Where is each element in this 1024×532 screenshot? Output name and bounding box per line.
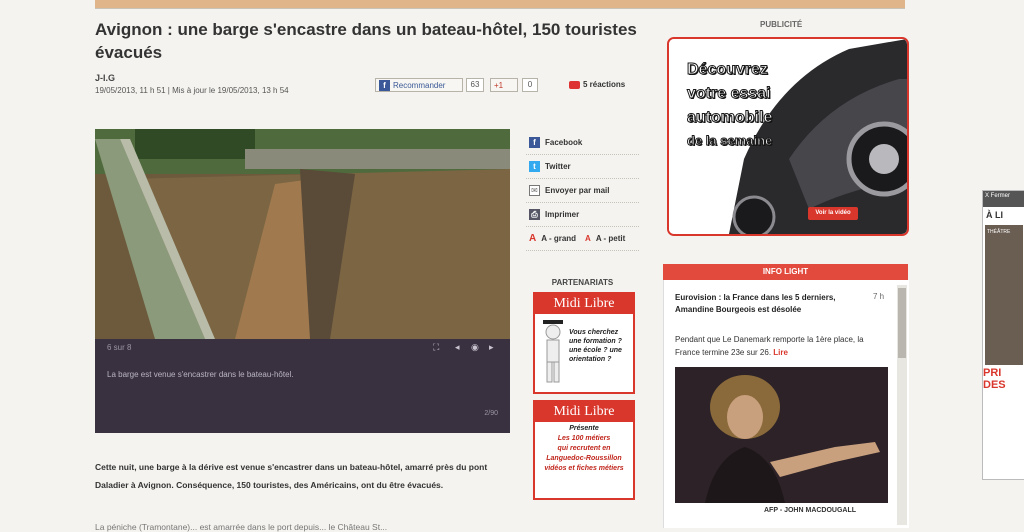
share-panel: [526, 131, 639, 251]
slideshow-photo: [95, 129, 510, 339]
slide-counter: 6 sur 8: [107, 343, 132, 352]
side-ad-line: À LI: [986, 210, 1003, 220]
side-ad-photo: [985, 225, 1023, 365]
metiers-line-5: vidéos et fiches métiers: [544, 465, 624, 472]
text-smaller-button[interactable]: A - petit: [595, 234, 626, 243]
next-icon[interactable]: ▸: [489, 342, 494, 352]
side-ad-theatre: THÉÂTRE: [987, 229, 1011, 235]
info-time: 7 h: [873, 292, 885, 301]
share-facebook-label: Facebook: [545, 138, 583, 147]
slideshow-caption: La barge est venue s'encastrer dans le bateau-hôtel.: [107, 370, 294, 379]
share-mail[interactable]: [526, 179, 639, 203]
recommend-count: 63: [466, 78, 484, 92]
mail-icon: ✉: [529, 185, 540, 196]
side-advertisement[interactable]: [982, 190, 1024, 480]
text-larger-icon: A: [529, 233, 537, 244]
ad-line-3: automobile: [687, 109, 773, 126]
metiers-line-1: Présente: [569, 425, 599, 432]
facebook-icon: f: [529, 137, 540, 148]
text-size-controls: [526, 227, 639, 251]
gplus-label: +1: [494, 80, 504, 90]
article-author: J-I.G: [95, 73, 116, 83]
comment-bubble-icon: [569, 81, 580, 89]
info-headline[interactable]: Eurovision : la France dans les 5 derniers, Amandine Bourgeois est désolée: [675, 293, 836, 314]
info-light-panel: [663, 280, 909, 528]
student-figure-icon: [539, 318, 569, 388]
gplus-count: 0: [522, 78, 538, 92]
pause-icon[interactable]: ◉: [471, 342, 479, 352]
reactions-label: 5 réactions: [583, 80, 626, 89]
slideshow-position: 2/90: [484, 410, 498, 417]
side-ad-big-1: PRI: [983, 367, 1002, 379]
partner-box-metiers[interactable]: [533, 400, 635, 500]
share-twitter-label: Twitter: [545, 162, 571, 171]
metiers-line-4: Languedoc-Roussillon: [546, 455, 622, 462]
photo-credit: AFP - JOHN MACDOUGALL: [764, 507, 857, 514]
text-larger-button[interactable]: A - grand: [541, 234, 577, 243]
gplus-button[interactable]: [490, 78, 518, 92]
slideshow-caption-bar: [95, 339, 510, 433]
article-lead: Cette nuit, une barge à la dérive est venue s'encastrer dans un bateau-hôtel, amarré près du pont Daladier à Avignon. Conséquence, 150 touristes, des Américains, ont du être évacués.: [95, 462, 488, 490]
info-photo: [675, 367, 888, 503]
car-advertisement[interactable]: [667, 37, 909, 236]
ad-line-2: votre essai: [687, 85, 771, 102]
ad-label: PUBLICITÉ: [760, 20, 803, 29]
article-title: Avignon : une barge s'encastre dans un bateau-hôtel, 150 touristes évacués: [95, 20, 637, 62]
top-banner-strip: [95, 0, 905, 9]
metiers-line-2: Les 100 métiers: [557, 435, 611, 442]
info-summary: [675, 333, 875, 359]
reactions-link[interactable]: [569, 80, 625, 89]
photo-slideshow[interactable]: [95, 129, 510, 433]
article-dates: 19/05/2013, 11 h 51 | Mis à jour le 19/05/2013, 13 h 54: [95, 86, 289, 95]
ad-line-1: Découvrez: [687, 61, 768, 78]
partners-title: PARTENARIATS: [551, 278, 614, 287]
recommend-label: Recommander: [393, 80, 446, 90]
share-mail-label: Envoyer par mail: [545, 186, 610, 195]
ad-video-button[interactable]: Voir la vidéo: [808, 207, 858, 220]
info-light-header: INFO LIGHT: [663, 264, 908, 280]
partner-box-formation[interactable]: [533, 292, 635, 394]
side-ad-close[interactable]: X Fermer: [983, 191, 1024, 207]
twitter-icon: t: [529, 161, 540, 172]
midi-libre-logo: Midi Libre: [535, 402, 633, 422]
ad-line-4: de la semaine: [687, 133, 773, 148]
share-facebook[interactable]: [526, 131, 639, 155]
previous-icon[interactable]: ◂: [455, 342, 460, 352]
share-twitter[interactable]: [526, 155, 639, 179]
share-print-label: Imprimer: [545, 210, 580, 219]
read-more-link[interactable]: Lire: [773, 348, 788, 357]
info-summary-text: Pendant que Le Danemark remporte la 1ère place, la France termine 23e sur 26.: [675, 335, 864, 357]
article-body: La péniche (Tramontane)... est amarrée dans le port depuis... le Château St...: [95, 522, 388, 532]
side-ad-big-2: DES: [983, 379, 1006, 391]
share-print[interactable]: [526, 203, 639, 227]
recommend-button[interactable]: [375, 78, 463, 92]
facebook-icon: f: [379, 80, 390, 91]
midi-libre-logo: Midi Libre: [535, 294, 633, 314]
print-icon: ⎙: [529, 209, 540, 220]
metiers-line-3: qui recrutent en: [557, 445, 611, 452]
text-smaller-icon: A: [585, 234, 591, 243]
partner-box-formation-text: Vous cherchez une formation ? une école ? une orientation ?: [569, 329, 622, 363]
info-scrollbar-thumb[interactable]: [898, 288, 906, 358]
fullscreen-icon[interactable]: ⛶: [433, 342, 440, 352]
